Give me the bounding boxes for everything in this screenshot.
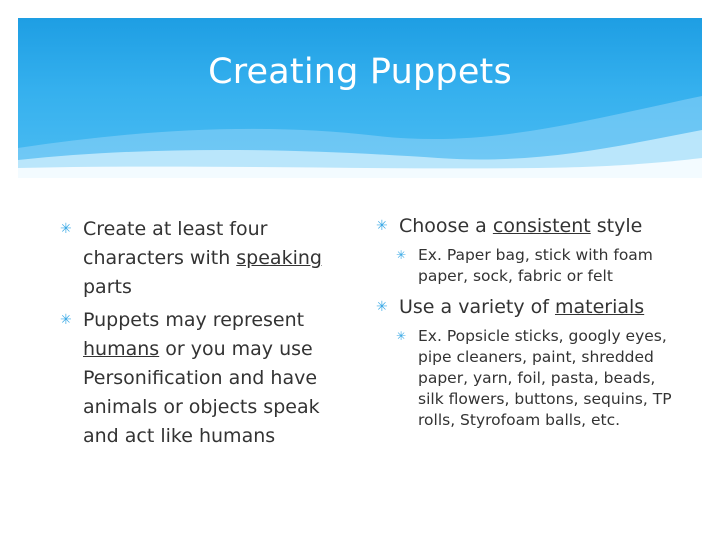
slide-title: Creating Puppets: [208, 52, 512, 92]
asterisk-icon: ✳: [396, 329, 407, 343]
right-bullet-list: [374, 212, 674, 437]
underlined-term: consistent: [492, 215, 591, 237]
underlined-term: humans: [83, 338, 160, 360]
asterisk-icon: ✳: [376, 299, 388, 315]
sub-bullet-list: [374, 245, 674, 287]
title-banner: [18, 18, 702, 178]
bullet-item: ✳ Puppets may represent humans or you may use Personification and have animals or objects speak and act like humans: [58, 306, 343, 451]
bullet-item: ✳ Choose a consistent style: [374, 212, 674, 241]
sub-list-container: [374, 245, 674, 287]
left-bullet-list: [58, 215, 343, 455]
asterisk-icon: ✳: [396, 248, 407, 262]
bullet-item: ✳ Create at least four characters with speaking parts: [58, 215, 343, 302]
asterisk-icon: ✳: [60, 221, 72, 237]
asterisk-icon: ✳: [60, 312, 72, 328]
underlined-term: speaking: [236, 247, 322, 269]
banner-wave-decoration: [18, 18, 702, 178]
asterisk-icon: ✳: [376, 218, 388, 234]
sub-bullet-list: [374, 326, 674, 431]
underlined-term: materials: [554, 296, 645, 318]
bullet-item: ✳ Use a variety of materials: [374, 293, 674, 322]
sub-list-container: [374, 326, 674, 431]
sub-bullet-item: ✳ Ex. Popsicle sticks, googly eyes, pipe cleaners, paint, shredded paper, yarn, foil, pasta, beads, silk flowers, buttons, sequins, TP rolls, Styrofoam balls, etc.: [396, 327, 672, 429]
sub-bullet-item: ✳ Ex. Paper bag, stick with foam paper, sock, fabric or felt: [396, 246, 653, 285]
